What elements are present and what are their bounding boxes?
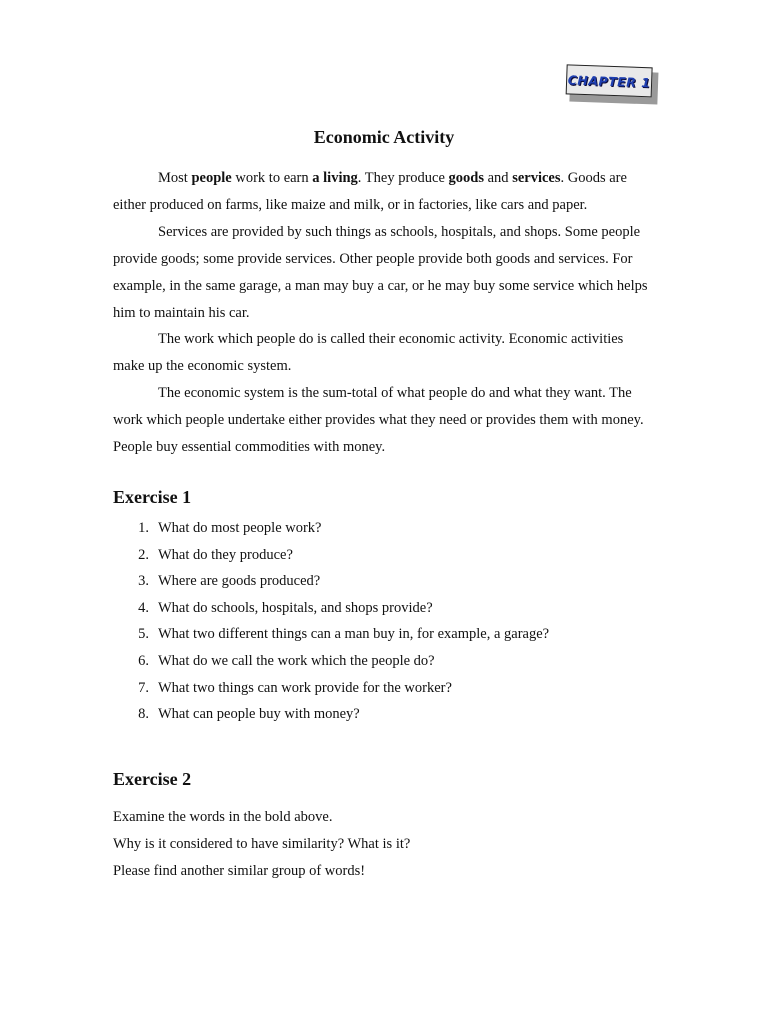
question-number: 2.	[138, 546, 149, 563]
question-text: What two things can work provide for the worker?	[158, 679, 452, 696]
exercise-1-question-list	[113, 515, 673, 728]
exercise-1-heading: Exercise 1	[113, 487, 192, 507]
question-item	[113, 542, 673, 569]
question-text: What can people buy with money?	[158, 706, 360, 723]
question-item	[113, 515, 673, 542]
p1-text-2: work to earn	[231, 170, 313, 186]
chapter-badge-box	[566, 64, 653, 97]
bold-word-services: services	[512, 170, 561, 186]
bold-word-a-living: a living	[312, 170, 358, 186]
question-number: 6.	[138, 652, 149, 669]
question-item	[113, 595, 673, 622]
question-number: 8.	[138, 706, 149, 723]
question-item	[113, 568, 673, 595]
question-item	[113, 648, 673, 675]
body-text	[113, 165, 653, 461]
question-item	[113, 621, 673, 648]
question-text: What do most people work?	[158, 520, 322, 536]
chapter-badge	[565, 64, 660, 105]
question-text: Where are goods produced?	[158, 573, 321, 590]
question-text: What do they produce?	[158, 546, 293, 563]
chapter-badge-label: CHAPTER 1	[567, 71, 651, 90]
bold-word-goods: goods	[448, 170, 484, 186]
question-number: 7.	[138, 679, 149, 696]
question-number: 3.	[138, 573, 149, 590]
question-text: What two different things can a man buy in, for example, a garage?	[158, 626, 550, 643]
question-item	[113, 675, 673, 702]
instruction-line: Why is it considered to have similarity? What is it?	[113, 835, 411, 852]
paragraph-1	[113, 165, 653, 219]
question-number: 1.	[138, 520, 149, 536]
instruction-line: Examine the words in the bold above.	[113, 809, 333, 825]
question-number: 4.	[138, 599, 149, 616]
paragraph-3: The work which people do is called their economic activity. Economic activities make up the economic system.	[113, 331, 624, 375]
p1-text-3: . They produce	[357, 170, 449, 186]
question-number: 5.	[138, 626, 149, 643]
question-text: What do schools, hospitals, and shops provide?	[158, 599, 433, 616]
bold-word-people: people	[191, 170, 232, 186]
p1-text-4: and	[484, 170, 513, 186]
question-text: What do we call the work which the people do?	[158, 652, 435, 669]
instruction-line: Please find another similar group of words!	[113, 862, 366, 879]
paragraph-4: The economic system is the sum-total of what people do and what they want. The work which people undertake either provides what they need or provides them with money. People buy essential commodities with money.	[113, 385, 644, 456]
p1-text-1: Most	[158, 170, 192, 186]
page-title: Economic Activity	[313, 127, 455, 147]
exercise-2-instructions	[113, 804, 673, 884]
question-item	[113, 701, 673, 728]
exercise-2-heading: Exercise 2	[113, 769, 192, 789]
paragraph-2: Services are provided by such things as schools, hospitals, and shops. Some people provide goods; some provide services. Other people provide both goods and services. For example, in the same garage, a man may buy a car, or he may buy some service which helps him to maintain his car.	[113, 223, 648, 321]
p1-text-5: . Goods are either produced on farms, like maize and milk, or in factories, like cars and paper.	[113, 170, 627, 213]
